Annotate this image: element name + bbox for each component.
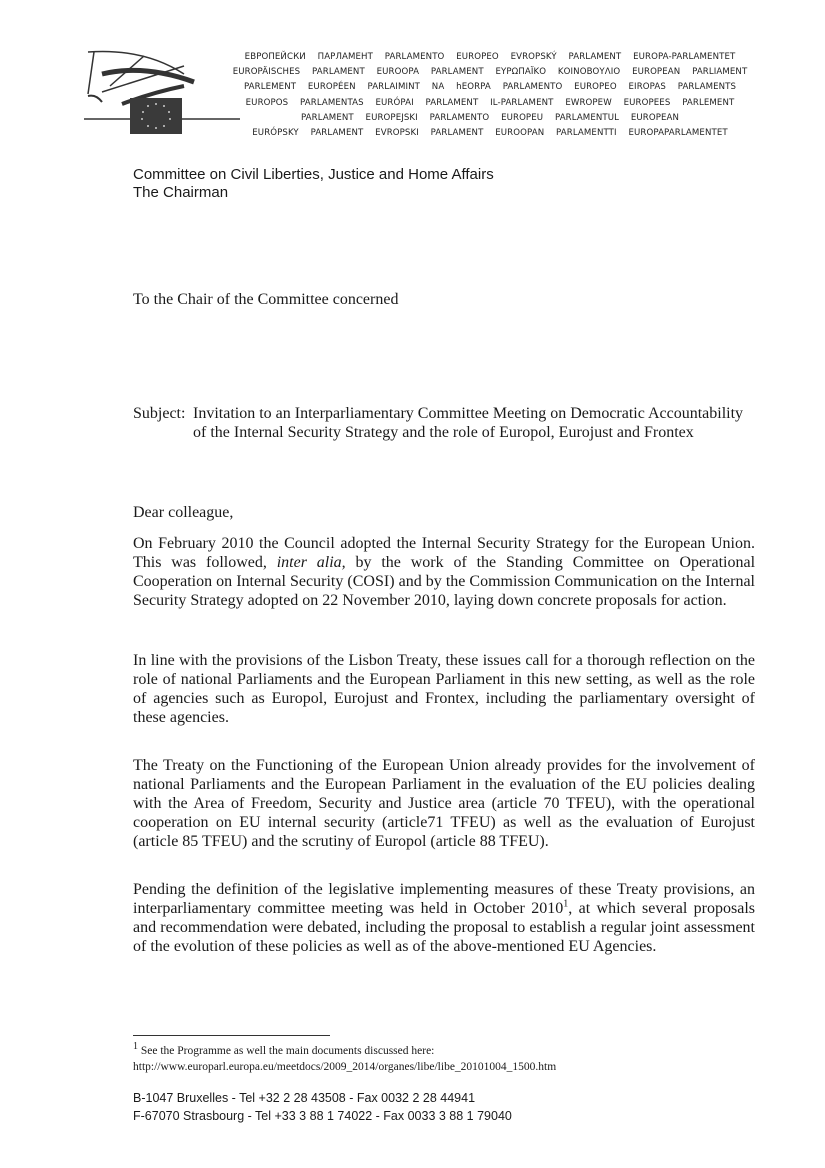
header-line: PARLAMENT EUROPEJSKI PARLAMENTO EUROPEU PARLAMENTUL EUROPEAN <box>300 112 680 123</box>
sender-role: The Chairman <box>133 184 229 201</box>
recipient: To the Chair of the Committee concerned <box>133 291 399 308</box>
parliament-names-header <box>220 50 760 141</box>
paragraph-3: The Treaty on the Functioning of the European Union already provides for the involvement of national Parliaments and the European Parliament in the evaluation of the EU policies dealing with the Area of Freedom, Security and Justice area (article 70 TFEU), with the operational cooperation on EU internal security (article71 TFEU) as well as the evaluation of Eurojust (article 85 TFEU) and the scrutiny of Europol (article 88 TFEU). <box>133 757 755 850</box>
footnote-marker: 1 <box>133 1041 138 1053</box>
footnote <box>133 1043 556 1075</box>
header-line: PARLEMENT EUROPÉEN PARLAIMINT NA hEORPA PARLAMENTO EUROPEO EIROPAS PARLAMENTS <box>243 82 737 93</box>
sender-block <box>133 166 494 202</box>
committee-name: Committee on Civil Liberties, Justice and Home Affairs <box>133 166 494 183</box>
text: by the work of the Standing Committee on Operational Cooperation on Internal Security (COSI) and by the Commission Communication on the Internal Security Strategy adopted on 22 November 2010, laying down concrete proposals for action. <box>133 554 756 609</box>
header-line: EUROPOS PARLAMENTAS EURÓPAI PARLAMENT IL-PARLAMENT EWROPEW EUROPEES PARLEMENT <box>245 97 735 108</box>
text: On February 2010 the Council adopted the Internal Security Strategy for the European Union. This was followed, <box>133 535 755 571</box>
footnote-url[interactable]: http://www.europarl.europa.eu/meetdocs/2009_2014/organes/libe/libe_20101004_1500.htm <box>133 1061 557 1073</box>
address-brussels: B-1047 Bruxelles - Tel +32 2 28 43508 - Fax 0032 2 28 44941 <box>133 1091 476 1105</box>
text: , at which several proposals and recommendation were debated, including the proposal to establish a regular joint assessment of the evolution of these policies as well as of the above-mentioned EU Agencies. <box>133 900 756 955</box>
subject-label: Subject: <box>133 405 186 422</box>
address-block <box>133 1089 512 1125</box>
italic-text: inter alia, <box>276 554 346 571</box>
paragraph-4 <box>133 880 755 956</box>
header-line: EUROPÄISCHES PARLAMENT EUROOPA PARLAMENT ΕΥΡΩΠΑΪΚΟ ΚΟΙΝΟΒΟΥΛΙΟ EUROPEAN PARLIAMENT <box>232 67 748 78</box>
header-line: EURÓPSKY PARLAMENT EVROPSKI PARLAMENT EUROOPAN PARLAMENTTI EUROPAPARLAMENTET <box>252 128 728 139</box>
paragraph-1 <box>133 534 755 610</box>
address-strasbourg: F-67070 Strasbourg - Tel +33 3 88 1 74022 - Fax 0033 3 88 1 79040 <box>133 1109 512 1123</box>
footnote-text: See the Programme as well the main documents discussed here: <box>140 1045 435 1057</box>
header-line: ЕВРОПЕЙСКИ ПАРЛАМЕНТ PARLAMENTO EUROPEO EVROPSKÝ PARLAMENT EUROPA-PARLAMENTET <box>244 52 736 62</box>
text: Pending the definition of the legislative implementing measures of these Treaty provisions, an interparliamentary committee meeting was held in October 2010 <box>133 881 755 917</box>
subject-text: Invitation to an Interparliamentary Committee Meeting on Democratic Accountability of the Internal Security Strategy and the role of Europol, Eurojust and Frontex <box>193 405 744 441</box>
paragraph-2: In line with the provisions of the Lisbon Treaty, these issues call for a thorough reflection on the role of national Parliaments and the European Parliament in this new setting, as well as the role of agencies such as Europol, Eurojust and Frontex, including the parliamentary oversight of these agencies. <box>133 652 755 726</box>
salutation: Dear colleague, <box>133 504 234 521</box>
footnote-divider <box>133 1035 330 1036</box>
footnote-ref: 1 <box>563 898 569 910</box>
